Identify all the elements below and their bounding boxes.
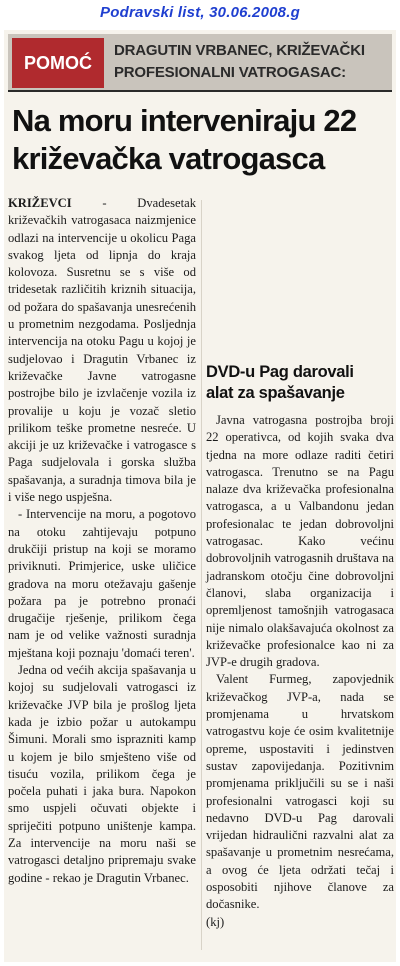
- headline: [12, 102, 392, 178]
- newspaper-clipping: [4, 30, 396, 962]
- paragraph-3: Jedna od većih akcija spašavanja u kojoj su sudjelovali vatrogasci iz križevačke JVP bila je prošlog ljeta kada je izbio požar u autokampu Šimuni. Morali smo isprazniti kamp u kojem je bilo smješteno više od tisuću vozila, prilikom čega je počela puhati i jaka bura. Napokon smo uspjeli očuvati objekte i spriječiti potpuno uništenje kampa. Za intervencije na moru naši se vatrogasci detaljno pripremaju svake godine - rekao je Dragutin Vrbanec.: [8, 663, 196, 885]
- kicker: [114, 40, 392, 84]
- subheading-line-2: alat za spašavanje: [206, 384, 345, 402]
- rubric-label: POMOĆ: [12, 38, 104, 88]
- paragraph-1: [8, 195, 196, 506]
- column-right: [206, 362, 394, 931]
- column-left: [8, 195, 196, 887]
- paragraph-4: Javna vatrogasna postrojba broji 22 operativca, od kojih svaka dva tjedna na more odlaze raditi četiri vatrogasca. Trenutno se na Pagu nalaze dva križevačka profesionalna vatrogasca, a u Valbandonu jedan profesionalac te jedan dobrovoljni vatrogasac. Kako većinu dobrovoljnih vatrogasnih društava na jadranskom otočju čine dobrovoljni članovi, slaba organizacija i opremljenost tamošnjih vatrogasaca nije nimalo olakšavajuća okolnost za križevačke profesionalce kao ni za JVP-e drugih gradova.: [206, 413, 394, 670]
- subheading-line-1: DVD-u Pag darovali: [206, 363, 354, 381]
- source-caption: Podravski list, 30.06.2008.g: [100, 4, 300, 21]
- subheading: [206, 362, 394, 404]
- paragraph-5: Valent Furmeg, zapovjednik križevačkog JVP-a, nada se promjenama u hrvatskom vatrogastvu koje će osim kvalitetnije opreme, uspostaviti i jedinstven sustav zapovijedanja. Pozitivnim promjenama priključili su se i naši profesionalni vatrogasci koji su nedavno DVD-u Pag darovali vrijedan hidraulični razvalni alat za spašavanje u prometnim nesrećama, a ovog će ljeta održati tečaj i osposobiti njihove članove za dočasnike.: [206, 672, 394, 912]
- author-signature: (kj): [206, 914, 225, 929]
- paragraph-1-text: - Dvadesetak križevačkih vatrogasaca naizmjenice odlazi na intervencije u okolicu Paga svakog ljeta od lipnja do kraja kolovoza. Susretnu se s više od tridesetak različitih kriznih situacija, od požara do spašavanja unesrećenih u prometnim nezgodama. Posljednja intervencija na otoku Pagu u kojoj je sudjelovao i Dragutin Vrbanec iz križevačke Javne vatrogasne postrojbe bilo je izvlačenje vozila iz provalije u koju je vozač sletio prilikom teške prometne nesreće. U akciji je uz križevačke i vatrogasce s Paga sudjelovala i gorska služba spašavanja, a suradnja timova bila je i više nego uspješna.: [8, 196, 196, 505]
- kicker-line-2: PROFESIONALNI VATROGASAC:: [114, 64, 346, 81]
- column-divider: [201, 200, 202, 950]
- headline-line-2: križevačka vatrogasca: [12, 141, 325, 176]
- header-bar: [8, 34, 392, 92]
- headline-line-1: Na moru interveniraju 22: [12, 103, 357, 138]
- kicker-line-1: DRAGUTIN VRBANEC, KRIŽEVAČKI: [114, 42, 365, 59]
- paragraph-2: - Intervencije na moru, a pogotovo na otoku zahtijevaju potpuno drukčiji pristup na koji se moramo priviknuti. Primjerice, uske uličice gradova na moru otežavaju gašenje požara pa je potrebno pronaći drugačije rješenje, prilikom čega nam je od velike važnosti suradnja mještana koji poznaju 'domaći teren'.: [8, 507, 196, 660]
- dateline: KRIŽEVCI: [8, 196, 72, 210]
